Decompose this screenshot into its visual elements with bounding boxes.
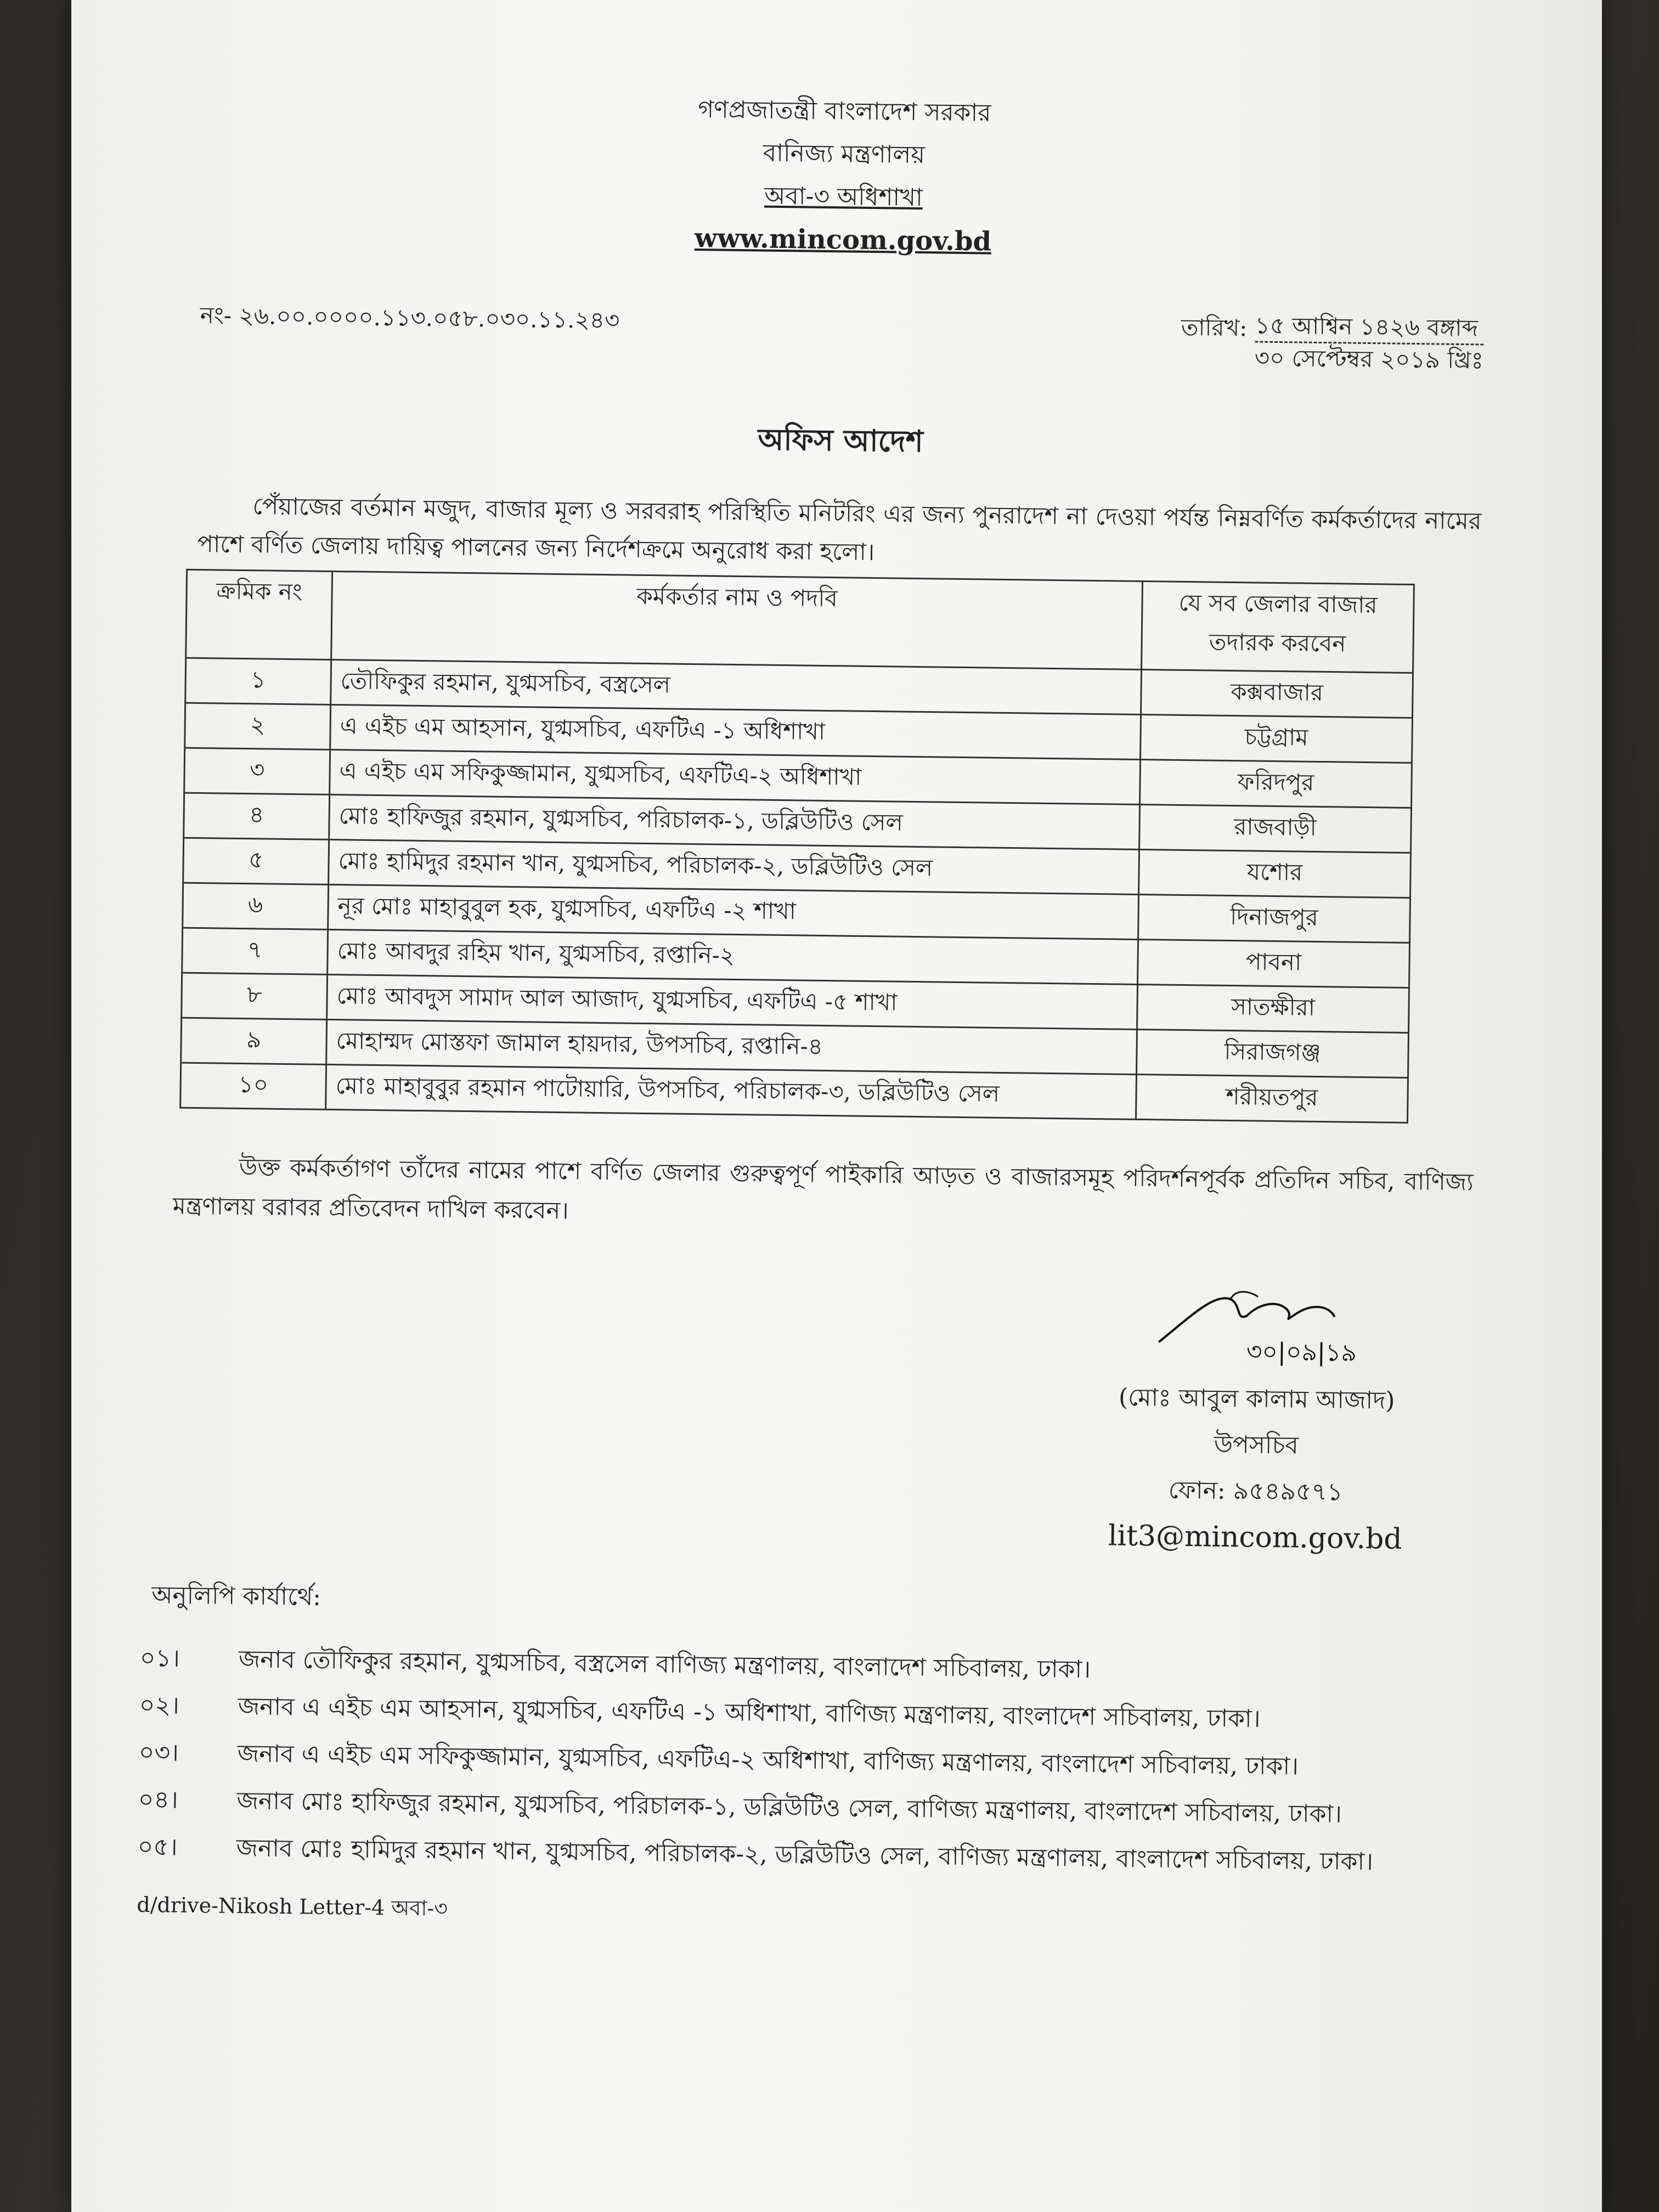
serial-cell: ৭ <box>182 928 328 974</box>
officer-cell: মোঃ মাহাবুবুর রহমান পাটোয়ারি, উপসচিব, পরিচালক-৩, ডব্লিউটিও সেল <box>326 1064 1137 1119</box>
officer-cell: মোঃ হামিদুর রহমান খান, যুগ্মসচিব, পরিচালক-২, ডব্লিউটিও সেল <box>329 839 1139 894</box>
cc-title: অনুলিপি কার্যার্থে: <box>151 1581 321 1611</box>
serial-cell: ১ <box>185 658 331 704</box>
list-item <box>137 1827 1465 1883</box>
district-cell: চট্টগ্রাম <box>1141 714 1413 763</box>
district-cell: যশোর <box>1139 849 1411 898</box>
cc-text: জনাব মোঃ হামিদুর রহমান খান, যুগ্মসচিব, পরিচালক-২, ডব্লিউটিও সেল, বাণিজ্য মন্ত্রণালয়, বাংলাদেশ সচিবালয়, ঢাকা। <box>236 1833 1374 1876</box>
list-item <box>139 1639 1468 1695</box>
handwritten-date: ৩০|০৯|১৯ <box>1246 1338 1357 1367</box>
serial-cell: ২ <box>185 703 331 749</box>
serial-cell: ৫ <box>183 838 329 884</box>
header-officer: কর্মকর্তার নাম ও পদবি <box>331 571 1143 669</box>
district-cell: সাতক্ষীরা <box>1137 984 1409 1032</box>
ministry-name: বানিজ্য মন্ত্রণালয় <box>763 139 926 170</box>
district-cell: কক্সবাজার <box>1141 669 1413 718</box>
list-item <box>138 1780 1466 1836</box>
reference-line <box>200 297 1484 376</box>
signature-block <box>185 1270 1472 1571</box>
branch-name: অবা-৩ অধিশাখা <box>764 182 923 212</box>
serial-cell: ৬ <box>183 883 329 929</box>
closing-paragraph: উক্ত কর্মকর্তাগণ তাঁদের নামের পাশে বর্ণিত জেলার গুরুত্বপূর্ণ পাইকারি আড়ত ও বাজারসমূহ পরিদর্শনপূর্বক প্রতিদিন সচিব, বাণিজ্য মন্ত্রণালয় বরাবর প্রতিবেদন দাখিল করবেন। <box>172 1153 1474 1225</box>
cc-number: ০৩। <box>138 1738 179 1767</box>
letterhead <box>201 82 1487 269</box>
intro-paragraph: পেঁয়াজের বর্তমান মজুদ, বাজার মূল্য ও সরবরাহ পরিস্থিতি মনিটরিং এর জন্য পুনরাদেশ না দেওয়া পর্যন্ত নিম্নবর্ণিত কর্মকর্তাদের নামের পাশে বর্ণিত জেলায় দায়িত্ব পালনের জন্য নির্দেশক্রমে অনুরোধ করা হলো। <box>197 493 1482 567</box>
cc-number: ০২। <box>139 1691 180 1720</box>
document-content <box>137 82 1487 1940</box>
date-label: তারিখ: <box>1181 313 1248 342</box>
officer-cell: এ এইচ এম সফিকুজ্জামান, যুগ্মসচিব, এফটিএ-২ অধিশাখা <box>330 749 1141 804</box>
officer-cell: মোঃ আবদুস সামাদ আল আজাদ, যুগ্মসচিব, এফটিএ -৫ শাখা <box>327 974 1138 1029</box>
district-cell: শরীয়তপুর <box>1136 1074 1408 1122</box>
document-title: অফিস আদেশ <box>758 421 924 459</box>
signatory-name: (মোঃ আবুল কালাম আজাদ) <box>1118 1383 1395 1415</box>
officer-cell: এ এইচ এম আহসান, যুগ্মসচিব, এফটিএ -১ অধিশাখা <box>330 704 1141 759</box>
district-cell: সিরাজগঞ্জ <box>1137 1029 1409 1077</box>
govt-name: গণপ্রজাতন্ত্রী বাংলাদেশ সরকার <box>698 95 991 127</box>
cc-number: ০৪। <box>138 1785 178 1814</box>
serial-cell: ৪ <box>184 793 330 839</box>
header-serial: ক্রমিক নং <box>186 569 332 659</box>
signatory-phone: ফোন: ৯৫৪৯৫৭১ <box>1168 1476 1343 1506</box>
cc-text: জনাব এ এইচ এম আহসান, যুগ্মসচিব, এফটিএ -১ অধিশাখা, বাণিজ্য মন্ত্রণালয়, বাংলাদেশ সচিবালয়, ঢাকা। <box>238 1692 1261 1733</box>
district-cell: পাবনা <box>1138 939 1410 988</box>
cc-number: ০৫। <box>137 1832 178 1861</box>
website-link[interactable]: www.mincom.gov.bd <box>694 222 992 257</box>
date-gregorian: ৩০ সেপ্টেম্বর ২০১৯ খ্রিঃ <box>1254 344 1484 374</box>
officer-cell: মোহাম্মদ মোস্তফা জামাল হায়দার, উপসচিব, রপ্তানি-৪ <box>326 1019 1137 1074</box>
document-page <box>71 0 1602 2212</box>
signatory-designation: উপসচিব <box>1214 1430 1299 1460</box>
serial-cell: ৩ <box>184 748 330 794</box>
district-cell: দিনাজপুর <box>1138 894 1410 943</box>
cc-list <box>137 1639 1468 1883</box>
file-path-footer: d/drive-Nikosh Letter-4 অবা-৩ <box>137 1892 448 1921</box>
officer-cell: নূর মোঃ মাহাবুবুল হক, যুগ্মসচিব, এফটিএ -২ শাখা <box>328 884 1139 939</box>
officer-cell: মোঃ হাফিজুর রহমান, যুগ্মসচিব, পরিচালক-১, ডব্লিউটিও সেল <box>329 794 1140 849</box>
list-item <box>139 1686 1467 1742</box>
serial-cell: ৯ <box>181 1018 327 1064</box>
date-bengali: ১৫ আশ্বিন ১৪২৬ বঙ্গাব্দ <box>1255 310 1484 345</box>
serial-cell: ১০ <box>180 1063 326 1109</box>
date-block <box>1181 309 1484 376</box>
cc-text: জনাব এ এইচ এম সফিকুজ্জামান, যুগ্মসচিব, এফটিএ-২ অধিশাখা, বাণিজ্য মন্ত্রণালয়, বাংলাদেশ সচিবালয়, ঢাকা। <box>237 1739 1299 1781</box>
officer-cell: মোঃ আবদুর রহিম খান, যুগ্মসচিব, রপ্তানি-২ <box>328 929 1138 984</box>
header-district: যে সব জেলার বাজার তদারক করবেন <box>1142 581 1414 673</box>
cc-text: জনাব তৌফিকুর রহমান, যুগ্মসচিব, বস্ত্রসেল বাণিজ্য মন্ত্রণালয়, বাংলাদেশ সচিবালয়, ঢাকা। <box>238 1645 1091 1684</box>
officers-table <box>179 569 1415 1124</box>
table-header-row <box>186 569 1414 673</box>
serial-cell: ৮ <box>182 973 328 1019</box>
cc-text: জনাব মোঃ হাফিজুর রহমান, যুগ্মসচিব, পরিচালক-১, ডব্লিউটিও সেল, বাণিজ্য মন্ত্রণালয়, বাংলাদেশ সচিবালয়, ঢাকা। <box>236 1786 1342 1829</box>
cc-number: ০১। <box>139 1644 180 1673</box>
officer-cell: তৌফিকুর রহমান, যুগ্মসচিব, বস্ত্রসেল <box>331 659 1142 714</box>
district-cell: রাজবাড়ী <box>1139 804 1412 853</box>
signatory-email[interactable]: lit3@mincom.gov.bd <box>1108 1519 1403 1556</box>
district-cell: ফরিদপুর <box>1140 759 1412 808</box>
list-item <box>138 1733 1466 1789</box>
memo-number: নং- ২৬.০০.০০০০.১১৩.০৫৮.০৩০.১১.২৪৩ <box>200 301 620 334</box>
handwritten-signature <box>1147 1282 1390 1372</box>
